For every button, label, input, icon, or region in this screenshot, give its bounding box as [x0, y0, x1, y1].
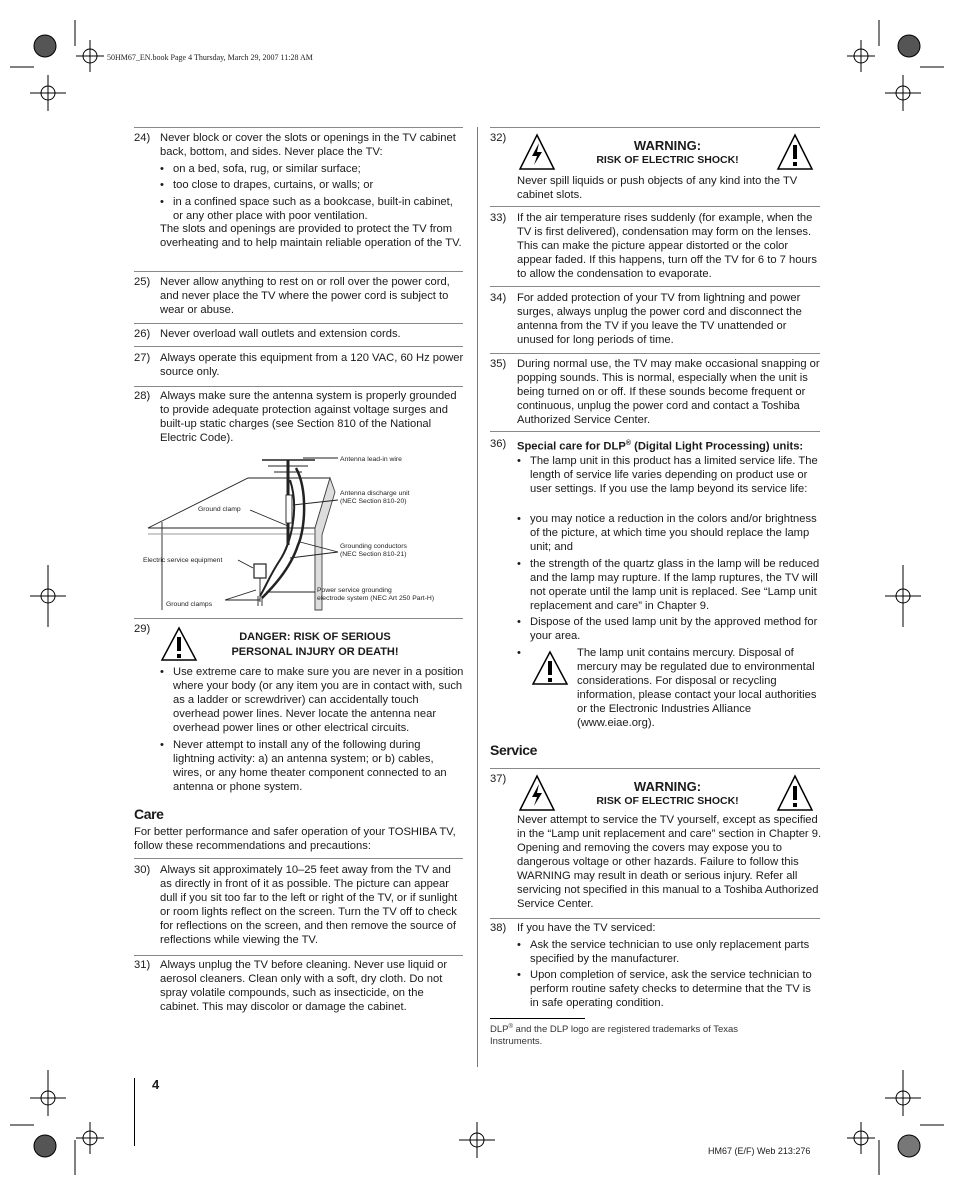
item-title	[517, 437, 827, 454]
item-text: Always operate this equipment from a 120 VAC, 60 Hz power source only.	[160, 352, 464, 378]
bullet-item: • Never attempt to install any of the following during lightning activity: a) an antenna system; or b) cables, wires, or any home theater component connected to an antenna or phone system.	[173, 738, 464, 794]
item-number: 25)	[134, 276, 151, 288]
care-intro: For better performance and safer operation of your TOSHIBA TV, follow these recommendations and precautions:	[134, 826, 456, 852]
page-number: 4	[152, 1077, 160, 1092]
danger-line-2: PERSONAL INJURY OR DEATH!	[231, 646, 399, 658]
warning-title: WARNING:	[633, 138, 702, 153]
service-heading: Service	[490, 742, 538, 758]
caution-triangle-icon	[531, 650, 569, 686]
item-text: Always sit approximately 10–25 feet away from the TV and as directly in front of it as possible. The picture can appear dull if you sit too far to the left or right of the TV, or if sunlight or room lights reflect on the screen. Turn the TV off to check for reflections on the screen, and then remove the source of reflections while viewing the TV.	[160, 864, 458, 946]
electric-shock-icon	[518, 133, 556, 171]
rule	[490, 431, 820, 432]
item-text: Never overload wall outlets and extension cords.	[160, 328, 401, 340]
item-number: 38)	[490, 922, 507, 934]
rule	[134, 127, 463, 128]
warning-block	[560, 138, 775, 167]
rule	[134, 323, 463, 324]
item-number: 26)	[134, 328, 151, 340]
warning-title: WARNING:	[633, 779, 702, 794]
rule	[134, 271, 463, 272]
item-number: 36)	[490, 438, 507, 450]
label-power-grounding-1: Power service grounding	[317, 587, 392, 594]
label-discharge-1: Antenna discharge unit	[340, 490, 410, 497]
rule	[490, 206, 820, 207]
bullet-item: • you may notice a reduction in the colors and/or brightness of the picture, at which time you should replace the lamp unit; and	[530, 512, 821, 554]
item-number: 32)	[490, 132, 507, 144]
care-heading: Care	[134, 806, 164, 822]
rule	[134, 955, 463, 956]
label-discharge-2: (NEC Section 810-20)	[340, 498, 407, 505]
caution-triangle-icon	[776, 133, 814, 171]
item-text: For added protection of your TV from lightning and power surges, always unplug the power cord and disconnect the antenna from the TV if you leave the TV unattended or unused for long periods of time.	[517, 292, 802, 346]
item-number: 29)	[134, 623, 151, 635]
rule	[490, 127, 820, 128]
warning-subtitle: RISK OF ELECTRIC SHOCK!	[596, 154, 739, 166]
warning-subtitle: RISK OF ELECTRIC SHOCK!	[596, 795, 739, 807]
danger-heading	[200, 630, 430, 660]
antenna-grounding-diagram	[140, 450, 465, 615]
rule	[134, 858, 463, 859]
label-antenna-lead: Antenna lead-in wire	[340, 456, 402, 463]
footnote	[490, 1022, 790, 1047]
title-part-a: Special care for DLP	[517, 440, 626, 453]
bullet-item: • on a bed, sofa, rug, or similar surface;	[173, 162, 463, 176]
rule	[490, 768, 820, 769]
item-number: 24)	[134, 132, 151, 144]
electric-shock-icon	[518, 774, 556, 812]
bullet-item: • The lamp unit in this product has a limited service life. The length of service life varies depending on product use or user settings. If you use the lamp beyond its service life:	[530, 454, 821, 496]
item-number: 37)	[490, 773, 507, 785]
label-ground-clamps: Ground clamps	[166, 601, 213, 608]
item-number: 30)	[134, 864, 151, 876]
label-power-grounding-2: electrode system (NEC Art 250 Part-H)	[317, 595, 435, 602]
bullet-item: • Dispose of the used lamp unit by the approved method for your area.	[530, 615, 821, 643]
footnote-part-b: and the DLP logo are registered trademarks of Texas Instruments.	[490, 1024, 739, 1047]
label-grounding-2: (NEC Section 810-21)	[340, 551, 407, 558]
rule	[490, 286, 820, 287]
item-number: 28)	[134, 390, 151, 402]
bullet-item: • in a confined space such as a bookcase, built-in cabinet, or any other place with poor ventilation.	[173, 195, 463, 223]
item-text: If you have the TV serviced:	[517, 922, 656, 934]
rule	[134, 346, 463, 347]
item-text: The slots and openings are provided to protect the TV from overheating and to help maintain reliable operation of the TV.	[160, 223, 462, 249]
footnote-rule	[490, 1018, 585, 1019]
caution-triangle-icon	[160, 626, 198, 662]
bullet-item: • the strength of the quartz glass in the lamp will be reduced and the lamp may rupture. If the lamp ruptures, the TV will not operate until the lamp unit is replaced. See “Lamp unit replacement and care” in Chapter 9.	[530, 557, 821, 613]
item-number: 34)	[490, 292, 507, 304]
item-text: Always unplug the TV before cleaning. Never use liquid or aerosol cleaners. Clean only with a soft, dry cloth. Do not spray volatile compounds, such as insecticide, on the cabinet. This may discolor or damage the cabinet.	[160, 959, 448, 1013]
item-number: 35)	[490, 358, 507, 370]
bullet-item: • Use extreme care to make sure you are never in a position where your body (or any item you are in contact with, such as a ladder or screwdriver) can accidentally touch overhead power lines. Never locate the antenna near overhead power lines or other electrical circuits.	[173, 665, 464, 735]
item-text: If the air temperature rises suddenly (for example, when the TV is first delivered), condensation may form on the lenses. This can make the picture appear distorted or the color appear faded. If this happens, turn off the TV for 6 to 7 hours to allow the condensation to evaporate.	[517, 212, 817, 280]
item-number: 31)	[134, 959, 151, 971]
footer-code: HM67 (E/F) Web 213:276	[708, 1146, 811, 1156]
danger-line-1: DANGER: RISK OF SERIOUS	[239, 631, 391, 643]
caution-triangle-icon	[776, 774, 814, 812]
item-text: Never spill liquids or push objects of any kind into the TV cabinet slots.	[517, 175, 798, 201]
item-text: Never attempt to service the TV yourself, except as specified in the “Lamp unit replacement and care” section in Chapter 9. Opening and removing the covers may expose you to dangerous voltage or other hazards. Failure to follow this WARNING may result in death or serious injury. Refer all servicing not specified in this manual to a Toshiba Authorized Service Center.	[517, 814, 822, 910]
bullet-item: • Ask the service technician to use only replacement parts specified by the manufacturer.	[530, 938, 821, 966]
page-number-rule	[134, 1078, 135, 1146]
registered-mark: ®	[508, 1024, 513, 1030]
item-text: Never block or cover the slots or openings in the TV cabinet back, bottom, and sides. Never place the TV:	[160, 132, 456, 158]
mercury-note: The lamp unit contains mercury. Disposal of mercury may be regulated due to environmental considerations. For disposal or recycling information, please contact your local authorities or the Electronic Industries Alliance (www.eiae.org).	[577, 647, 817, 729]
bullet-item: • Upon completion of service, ask the service technician to perform routine safety checks to determine that the TV is in safe operating condition.	[530, 968, 821, 1010]
rule	[134, 618, 463, 619]
label-electric-service: Electric service equipment	[143, 557, 223, 564]
rule	[134, 386, 463, 387]
warning-block	[560, 779, 775, 808]
column-divider	[477, 127, 478, 1067]
bullet-dot: •	[517, 647, 521, 659]
item-number: 33)	[490, 212, 507, 224]
label-grounding-1: Grounding conductors	[340, 543, 407, 550]
footnote-part-a: DLP	[490, 1024, 509, 1036]
item-number: 27)	[134, 352, 151, 364]
book-info-header: 50HM67_EN.book Page 4 Thursday, March 29, 2007 11:28 AM	[107, 53, 313, 62]
rule	[490, 353, 820, 354]
item-text: Always make sure the antenna system is properly grounded to provide adequate protection against voltage surges and built-up static charges (see Section 810 of the National Electric Code).	[160, 390, 457, 444]
title-part-b: (Digital Light Processing) units:	[630, 440, 804, 453]
rule	[490, 918, 820, 919]
label-ground-clamp: Ground clamp	[198, 506, 241, 513]
bullet-item: • too close to drapes, curtains, or walls; or	[173, 178, 463, 192]
registered-mark: ®	[625, 440, 631, 447]
item-text: Never allow anything to rest on or roll over the power cord, and never place the TV where the power cord is subject to wear or abuse.	[160, 276, 450, 316]
item-text: During normal use, the TV may make occasional snapping or popping sounds. This is normal, especially when the unit is being turned on or off. If these sounds become frequent or continuous, unplug the power cord and contact a Toshiba Authorized Service Center.	[517, 358, 820, 426]
